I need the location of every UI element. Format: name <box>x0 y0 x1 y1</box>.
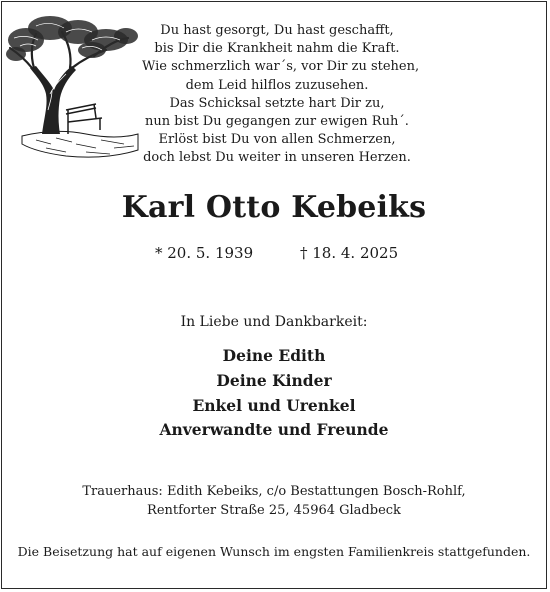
birth-date: * 20. 5. 1939 <box>155 244 254 262</box>
poem <box>142 22 420 168</box>
mourning-house <box>2 483 546 520</box>
burial-note: Die Beisetzung hat auf eigenen Wunsch im engsten Familienkreis stattgefunden. <box>17 544 531 559</box>
poem-line: nun bist Du gegangen zur ewigen Ruh´. <box>145 114 409 130</box>
mourner: Deine Kinder <box>216 370 332 390</box>
obituary-notice <box>1 1 547 589</box>
mourner: Anverwandte und Freunde <box>159 420 389 440</box>
death-date: † 18. 4. 2025 <box>300 244 399 262</box>
poem-line: Das Schicksal setzte hart Dir zu, <box>169 95 385 111</box>
poem-line: Wie schmerzlich war´s, vor Dir zu stehen, <box>142 59 420 75</box>
mourner: Enkel und Urenkel <box>192 395 356 415</box>
deceased-name: Karl Otto Kebeiks <box>121 190 427 225</box>
mourners-list <box>2 344 546 443</box>
mourner: Deine Edith <box>222 346 326 365</box>
poem-line: dem Leid hilflos zuzusehen. <box>185 77 369 93</box>
poem-line: Erlöst bist Du von allen Schmerzen, <box>158 132 396 148</box>
mourning-house-line: Trauerhaus: Edith Kebeiks, c/o Bestattungen Bosch-Rohlf, <box>82 484 466 499</box>
mourning-house-line: Rentforter Straße 25, 45964 Gladbeck <box>147 502 401 518</box>
poem-line: doch lebst Du weiter in unseren Herzen. <box>143 150 411 166</box>
thanks-line: In Liebe und Dankbarkeit: <box>180 314 368 330</box>
poem-line: bis Dir die Krankheit nahm die Kraft. <box>154 41 400 57</box>
poem-line: Du hast gesorgt, Du hast geschafft, <box>160 23 394 38</box>
tree-bench-icon <box>6 10 140 162</box>
